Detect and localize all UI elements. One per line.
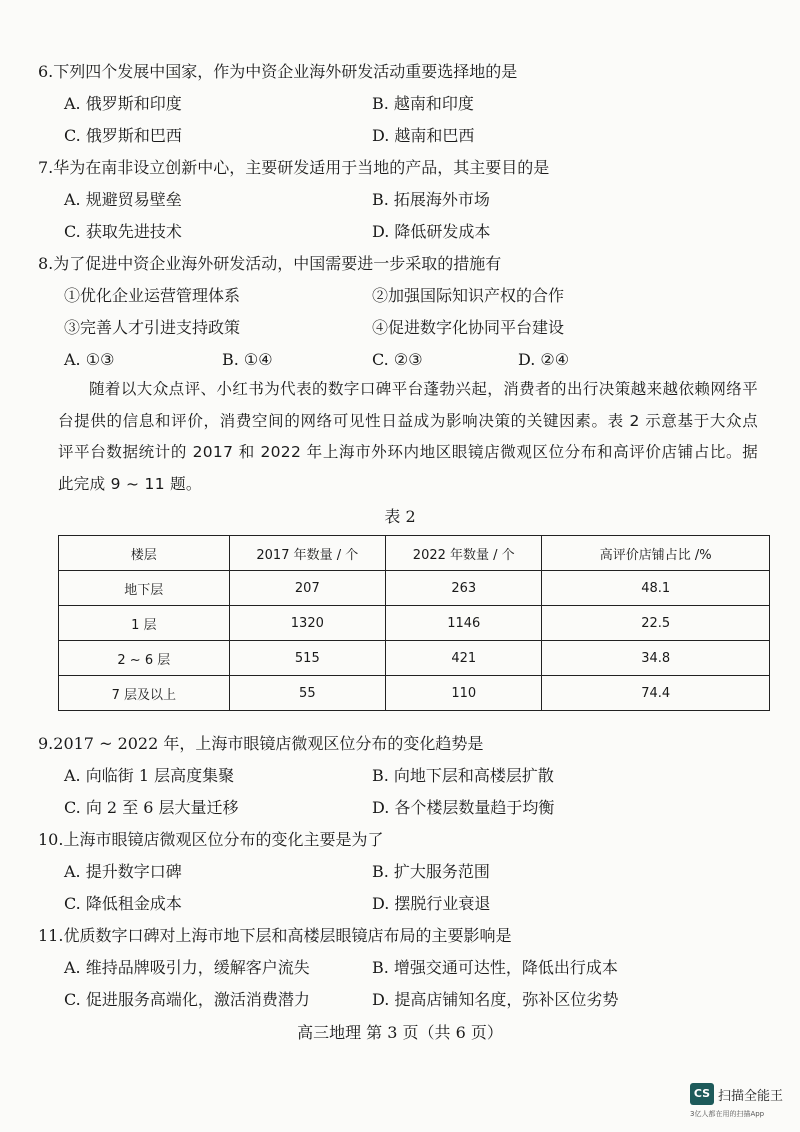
q6-option-d: D. 越南和巴西 xyxy=(372,126,475,145)
q11-option-a: A. 维持品牌吸引力，缓解客户流失 xyxy=(64,958,310,977)
question-11-stem: 11.优质数字口碑对上海市地下层和高楼层眼镜店布局的主要影响是 xyxy=(38,926,512,945)
q9-option-b: B. 向地下层和高楼层扩散 xyxy=(372,766,554,785)
table-header: 楼层 xyxy=(59,536,230,571)
table-cell: 421 xyxy=(386,641,542,676)
table-cell: 263 xyxy=(386,571,542,606)
table-header: 2022 年数量 / 个 xyxy=(386,536,542,571)
q8-item-4: ④促进数字化协同平台建设 xyxy=(372,318,565,337)
table-row xyxy=(59,676,770,711)
q11-option-c: C. 促进服务高端化，激活消费潜力 xyxy=(64,990,310,1009)
q8-option-d: D. ②④ xyxy=(518,350,570,369)
scanner-watermark xyxy=(690,1083,790,1123)
table-cell: 515 xyxy=(229,641,385,676)
q6-option-c: C. 俄罗斯和巴西 xyxy=(64,126,182,145)
question-6-stem: 6.下列四个发展中国家，作为中资企业海外研发活动重要选择地的是 xyxy=(38,62,518,81)
table-cell: 7 层及以上 xyxy=(59,676,230,711)
q8-item-1: ①优化企业运营管理体系 xyxy=(64,286,241,305)
table-header: 2017 年数量 / 个 xyxy=(229,536,385,571)
q10-option-c: C. 降低租金成本 xyxy=(64,894,182,913)
table-cell: 1 层 xyxy=(59,606,230,641)
table-cell: 48.1 xyxy=(542,571,770,606)
q8-option-a: A. ①③ xyxy=(64,350,115,369)
question-10-stem: 10.上海市眼镜店微观区位分布的变化主要是为了 xyxy=(38,830,384,849)
watermark-name: 扫描全能王 xyxy=(718,1089,784,1104)
reading-passage: 随着以大众点评、小红书为代表的数字口碑平台蓬勃兴起，消费者的出行决策越来越依赖网络平台提供的信息和评价，消费空间的网络可见性日益成为影响决策的关键因素。表 2 示意基于大众点评平台数据统计的 2017 和 2022 年上海市外环内地区眼镜店微观区位分布和高评价店铺占比。据此完成 9 ~ 11 题。 xyxy=(58,380,758,493)
q7-option-a: A. 规避贸易壁垒 xyxy=(64,190,182,209)
table-cell: 地下层 xyxy=(59,571,230,606)
table-cell: 22.5 xyxy=(542,606,770,641)
table-row xyxy=(59,571,770,606)
table-cell: 34.8 xyxy=(542,641,770,676)
data-table xyxy=(58,535,770,711)
q10-option-b: B. 扩大服务范围 xyxy=(372,862,490,881)
q11-option-b: B. 增强交通可达性，降低出行成本 xyxy=(372,958,618,977)
q6-option-b: B. 越南和印度 xyxy=(372,94,474,113)
table-cell: 207 xyxy=(229,571,385,606)
q7-option-c: C. 获取先进技术 xyxy=(64,222,182,241)
question-8-stem: 8.为了促进中资企业海外研发活动，中国需要进一步采取的措施有 xyxy=(38,254,502,273)
q9-option-c: C. 向 2 至 6 层大量迁移 xyxy=(64,798,239,817)
q8-option-b: B. ①④ xyxy=(222,350,273,369)
table-cell: 55 xyxy=(229,676,385,711)
page-footer: 高三地理 第 3 页（共 6 页） xyxy=(297,1023,503,1042)
q10-option-d: D. 摆脱行业衰退 xyxy=(372,894,491,913)
question-7-stem: 7.华为在南非设立创新中心，主要研发适用于当地的产品，其主要目的是 xyxy=(38,158,550,177)
q11-option-d: D. 提高店铺知名度，弥补区位劣势 xyxy=(372,990,619,1009)
cs-logo-icon: CS xyxy=(690,1083,714,1105)
q7-option-d: D. 降低研发成本 xyxy=(372,222,491,241)
question-9-stem: 9.2017 ~ 2022 年，上海市眼镜店微观区位分布的变化趋势是 xyxy=(38,734,484,753)
q10-option-a: A. 提升数字口碑 xyxy=(64,862,182,881)
table-caption: 表 2 xyxy=(384,507,416,526)
table-cell: 74.4 xyxy=(542,676,770,711)
table-header: 高评价店铺占比 /% xyxy=(542,536,770,571)
q8-option-c: C. ②③ xyxy=(372,350,423,369)
table-row xyxy=(59,641,770,676)
watermark-tagline: 3亿人都在用的扫描App xyxy=(690,1110,765,1118)
q9-option-d: D. 各个楼层数量趋于均衡 xyxy=(372,798,555,817)
q7-option-b: B. 拓展海外市场 xyxy=(372,190,490,209)
table-cell: 1146 xyxy=(386,606,542,641)
table-header-row xyxy=(59,536,770,571)
table-cell: 2 ~ 6 层 xyxy=(59,641,230,676)
q9-option-a: A. 向临街 1 层高度集聚 xyxy=(64,766,235,785)
q8-item-2: ②加强国际知识产权的合作 xyxy=(372,286,565,305)
q6-option-a: A. 俄罗斯和印度 xyxy=(64,94,182,113)
table-cell: 1320 xyxy=(229,606,385,641)
q8-item-3: ③完善人才引进支持政策 xyxy=(64,318,241,337)
table-cell: 110 xyxy=(386,676,542,711)
table-row xyxy=(59,606,770,641)
